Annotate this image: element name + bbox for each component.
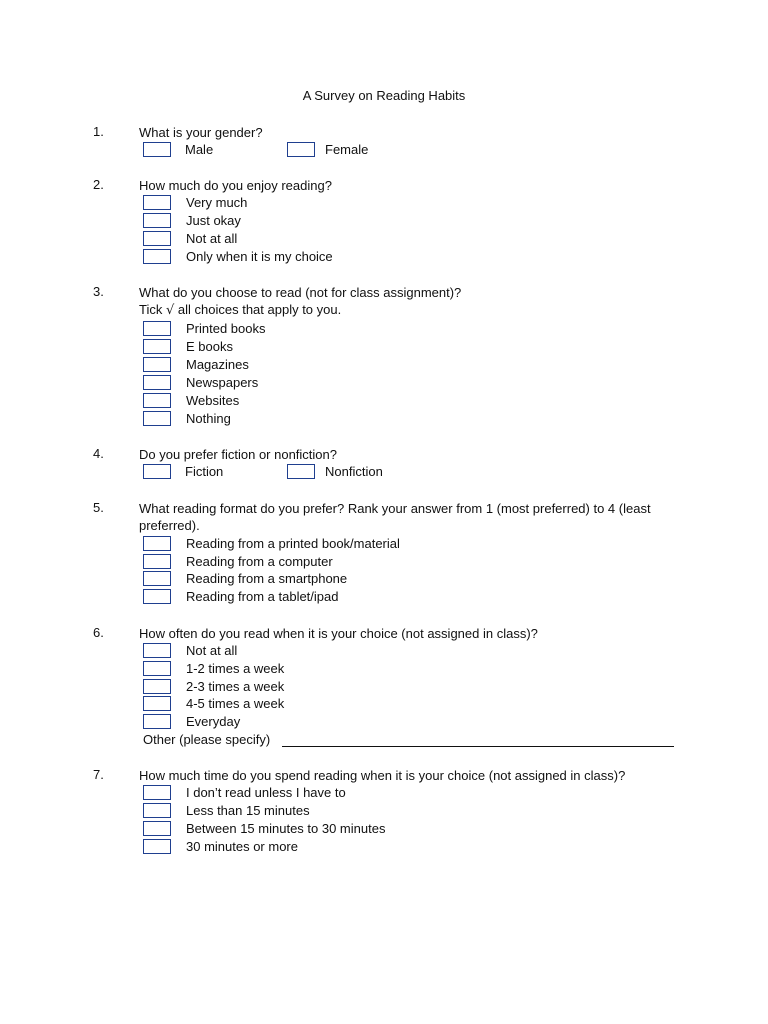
option-label: Printed books — [186, 321, 266, 336]
question-text: What reading format do you prefer? Rank your answer from 1 (most preferred) to 4 (least preferred). — [139, 501, 651, 533]
option-label: Newspapers — [186, 375, 259, 390]
checkbox[interactable] — [143, 213, 171, 228]
rank-box[interactable] — [143, 571, 171, 586]
question-text: How much time do you spend reading when it is your choice (not assigned in class)? — [139, 768, 626, 783]
checkbox[interactable] — [143, 696, 171, 711]
option-label: Only when it is my choice — [186, 249, 333, 264]
rank-box[interactable] — [143, 554, 171, 569]
page-title: A Survey on Reading Habits — [302, 88, 466, 103]
checkbox[interactable] — [287, 464, 315, 479]
checkbox[interactable] — [143, 839, 171, 854]
checkbox[interactable] — [143, 679, 171, 694]
checkbox[interactable] — [143, 142, 171, 157]
option-label: 2-3 times a week — [186, 679, 285, 694]
option-label: Female — [325, 142, 369, 157]
checkbox[interactable] — [143, 643, 171, 658]
instruction-prefix: Tick — [139, 302, 163, 317]
question-text: What do you choose to read (not for class assignment)? — [139, 285, 462, 300]
other-specify-line[interactable] — [282, 746, 674, 747]
checkbox[interactable] — [287, 142, 315, 157]
instruction-suffix: all choices that apply to you. — [177, 302, 342, 317]
option-label: Reading from a printed book/material — [186, 536, 400, 551]
option-label: 30 minutes or more — [186, 839, 298, 854]
option-label: Websites — [186, 393, 240, 408]
question-text: How often do you read when it is your choice (not assigned in class)? — [139, 626, 538, 641]
checkbox[interactable] — [143, 803, 171, 818]
question-number: 7. — [93, 767, 104, 782]
question-number: 5. — [93, 500, 104, 515]
checkbox[interactable] — [143, 339, 171, 354]
option-label: Between 15 minutes to 30 minutes — [186, 821, 386, 836]
option-label: Very much — [186, 195, 248, 210]
checkbox[interactable] — [143, 231, 171, 246]
option-label: Reading from a computer — [186, 554, 333, 569]
option-label: Everyday — [186, 714, 241, 729]
question-number: 1. — [93, 124, 104, 139]
question-text: How much do you enjoy reading? — [139, 178, 332, 193]
checkbox[interactable] — [143, 714, 171, 729]
checkbox[interactable] — [143, 375, 171, 390]
rank-box[interactable] — [143, 589, 171, 604]
checkbox[interactable] — [143, 785, 171, 800]
other-label: Other (please specify) — [143, 732, 271, 747]
option-label: Nonfiction — [325, 464, 383, 479]
option-label: 1-2 times a week — [186, 661, 285, 676]
option-label: Nothing — [186, 411, 231, 426]
question-instruction — [139, 302, 341, 318]
tick-symbol: √ — [165, 303, 175, 318]
question-number: 4. — [93, 446, 104, 461]
option-label: 4-5 times a week — [186, 696, 285, 711]
checkbox[interactable] — [143, 249, 171, 264]
checkbox[interactable] — [143, 195, 171, 210]
question-number: 6. — [93, 625, 104, 640]
question-number: 3. — [93, 284, 104, 299]
option-label: Male — [185, 142, 214, 157]
question-number: 2. — [93, 177, 104, 192]
option-label: E books — [186, 339, 233, 354]
checkbox[interactable] — [143, 464, 171, 479]
checkbox[interactable] — [143, 411, 171, 426]
checkbox[interactable] — [143, 821, 171, 836]
option-label: Reading from a tablet/ipad — [186, 589, 339, 604]
option-label: Reading from a smartphone — [186, 571, 348, 586]
checkbox[interactable] — [143, 393, 171, 408]
option-label: Not at all — [186, 231, 238, 246]
option-label: I don’t read unless I have to — [186, 785, 346, 800]
question-text: What is your gender? — [139, 125, 263, 140]
option-label: Less than 15 minutes — [186, 803, 310, 818]
checkbox[interactable] — [143, 661, 171, 676]
option-label: Magazines — [186, 357, 249, 372]
rank-box[interactable] — [143, 536, 171, 551]
checkbox[interactable] — [143, 357, 171, 372]
question-text: Do you prefer fiction or nonfiction? — [139, 447, 337, 462]
option-label: Not at all — [186, 643, 238, 658]
option-label: Just okay — [186, 213, 241, 228]
checkbox[interactable] — [143, 321, 171, 336]
option-label: Fiction — [185, 464, 224, 479]
